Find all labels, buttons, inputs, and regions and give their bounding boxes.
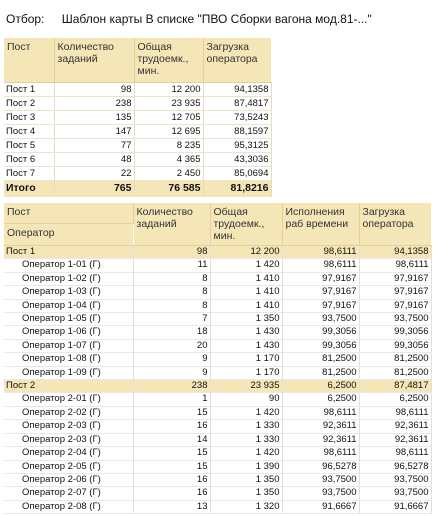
- filter-label: Отбор:: [6, 12, 45, 26]
- labor-total: 1 410: [210, 299, 282, 312]
- task-count: 15: [133, 460, 210, 473]
- operator-load: 87,4817: [203, 97, 271, 111]
- filter-line: [6, 12, 372, 26]
- table-row: [4, 153, 271, 167]
- task-count: 16: [133, 487, 210, 500]
- labor-total: 1 350: [210, 473, 282, 486]
- summary-table: [4, 38, 272, 197]
- task-count: 11: [133, 259, 210, 272]
- task-count: 16: [133, 420, 210, 433]
- labor-total: 1 350: [210, 313, 282, 326]
- operator-load: 96,5278: [359, 460, 431, 473]
- operator-load: 97,9167: [359, 286, 431, 299]
- work-time-execution: 81,2500: [282, 366, 359, 379]
- operator-load: 95,3125: [203, 139, 271, 153]
- operator-name: Оператор 2-01 (Г): [4, 393, 133, 406]
- task-count: 9: [133, 366, 210, 379]
- summary-header-load: Загрузка оператора: [203, 38, 271, 83]
- operator-name: Оператор 1-01 (Г): [4, 259, 133, 272]
- post-name: Пост 2: [4, 380, 133, 393]
- post-name: Пост 1: [4, 83, 54, 97]
- detail-header-post: Пост: [4, 203, 133, 224]
- task-count: 14: [133, 433, 210, 446]
- work-time-execution: 6,2500: [282, 380, 359, 393]
- work-time-execution: 97,9167: [282, 286, 359, 299]
- operator-name: Оператор 2-06 (Г): [4, 473, 133, 486]
- labor-total: 1 350: [210, 487, 282, 500]
- detail-header-row: [4, 203, 431, 224]
- table-row: [4, 97, 271, 111]
- work-time-execution: 91,6667: [282, 500, 359, 513]
- table-row: [4, 406, 431, 419]
- work-time-execution: 98,6111: [282, 447, 359, 460]
- work-time-execution: 98,6111: [282, 246, 359, 259]
- operator-load: 98,6111: [359, 447, 431, 460]
- operator-load: 92,3611: [359, 420, 431, 433]
- summary-total-row: [4, 181, 271, 197]
- table-row: [4, 313, 431, 326]
- operator-name: Оператор 2-04 (Г): [4, 447, 133, 460]
- labor-total: 1 420: [210, 447, 282, 460]
- operator-name: Оператор 1-04 (Г): [4, 299, 133, 312]
- summary-header-row: [4, 38, 271, 83]
- operator-name: Оператор 1-03 (Г): [4, 286, 133, 299]
- operator-name: Оператор 1-08 (Г): [4, 353, 133, 366]
- task-count: 8: [133, 299, 210, 312]
- task-count: 98: [133, 246, 210, 259]
- operator-name: Оператор 2-02 (Г): [4, 406, 133, 419]
- table-row: [4, 353, 431, 366]
- summary-header-count: Количество заданий: [54, 38, 134, 83]
- task-count: 16: [133, 473, 210, 486]
- operator-load: 93,7500: [359, 487, 431, 500]
- work-time-execution: 98,6111: [282, 259, 359, 272]
- labor-total: 1 430: [210, 326, 282, 339]
- group-row: [4, 246, 431, 259]
- summary-header-labor: Общая трудоемк., мин.: [134, 38, 203, 83]
- table-row: [4, 339, 431, 352]
- total-label: Итого: [4, 181, 54, 197]
- work-time-execution: 93,7500: [282, 487, 359, 500]
- work-time-execution: 93,7500: [282, 473, 359, 486]
- operator-load: 91,6667: [359, 500, 431, 513]
- operator-load: 43,3036: [203, 153, 271, 167]
- labor-total: 90: [210, 393, 282, 406]
- table-row: [4, 500, 431, 513]
- operator-name: Оператор 2-03 (Г): [4, 433, 133, 446]
- task-count: 135: [54, 111, 134, 125]
- table-row: [4, 299, 431, 312]
- task-count: 15: [133, 447, 210, 460]
- operator-name: Оператор 1-02 (Г): [4, 272, 133, 285]
- labor-total: 12 200: [210, 246, 282, 259]
- post-name: Пост 7: [4, 167, 54, 181]
- operator-load: 6,2500: [359, 393, 431, 406]
- detail-header-operator: Оператор: [4, 224, 133, 246]
- post-name: Пост 3: [4, 111, 54, 125]
- table-row: [4, 433, 431, 446]
- operator-load: 97,9167: [359, 272, 431, 285]
- filter-value: Шаблон карты В списке "ПВО Сборки вагона мод.81-...": [61, 12, 372, 26]
- task-count: 8: [133, 272, 210, 285]
- work-time-execution: 92,3611: [282, 420, 359, 433]
- operator-load: 93,7500: [359, 473, 431, 486]
- operator-name: Оператор 2-07 (Г): [4, 487, 133, 500]
- work-time-execution: 98,6111: [282, 406, 359, 419]
- work-time-execution: 96,5278: [282, 460, 359, 473]
- operator-load: 87,4817: [359, 380, 431, 393]
- operator-load: 94,1358: [359, 246, 431, 259]
- labor-total: 23 935: [210, 380, 282, 393]
- table-row: [4, 111, 271, 125]
- labor-total: 2 450: [134, 167, 203, 181]
- labor-total: 1 410: [210, 272, 282, 285]
- work-time-execution: 6,2500: [282, 393, 359, 406]
- work-time-execution: 99,3056: [282, 339, 359, 352]
- operator-name: Оператор 2-05 (Г): [4, 460, 133, 473]
- table-row: [4, 139, 271, 153]
- post-name: Пост 1: [4, 246, 133, 259]
- task-count: 22: [54, 167, 134, 181]
- task-count: 7: [133, 313, 210, 326]
- total-labor: 76 585: [134, 181, 203, 197]
- operator-name: Оператор 1-06 (Г): [4, 326, 133, 339]
- operator-load: 99,3056: [359, 339, 431, 352]
- table-row: [4, 125, 271, 139]
- labor-total: 1 170: [210, 366, 282, 379]
- operator-load: 98,6111: [359, 259, 431, 272]
- operator-name: Оператор 2-08 (Г): [4, 500, 133, 513]
- table-row: [4, 447, 431, 460]
- post-name: Пост 5: [4, 139, 54, 153]
- operator-load: 85,0694: [203, 167, 271, 181]
- detail-header-count: Количество заданий: [133, 203, 210, 246]
- table-row: [4, 420, 431, 433]
- work-time-execution: 92,3611: [282, 433, 359, 446]
- task-count: 147: [54, 125, 134, 139]
- operator-load: 97,9167: [359, 299, 431, 312]
- task-count: 8: [133, 286, 210, 299]
- post-name: Пост 4: [4, 125, 54, 139]
- labor-total: 1 420: [210, 406, 282, 419]
- table-row: [4, 167, 271, 181]
- operator-load: 92,3611: [359, 433, 431, 446]
- task-count: 18: [133, 326, 210, 339]
- table-row: [4, 286, 431, 299]
- detail-header-labor: Общая трудоемк., мин.: [210, 203, 282, 246]
- task-count: 9: [133, 353, 210, 366]
- labor-total: 1 320: [210, 500, 282, 513]
- operator-load: 81,2500: [359, 366, 431, 379]
- operator-load: 93,7500: [359, 313, 431, 326]
- labor-total: 1 170: [210, 353, 282, 366]
- operator-load: 81,2500: [359, 353, 431, 366]
- group-row: [4, 380, 431, 393]
- labor-total: 1 390: [210, 460, 282, 473]
- labor-total: 4 365: [134, 153, 203, 167]
- task-count: 13: [133, 500, 210, 513]
- labor-total: 12 695: [134, 125, 203, 139]
- table-row: [4, 259, 431, 272]
- task-count: 77: [54, 139, 134, 153]
- detail-header-exec: Исполнения раб времени: [282, 203, 359, 246]
- detail-header-load: Загрузка оператора: [359, 203, 431, 246]
- labor-total: 1 430: [210, 339, 282, 352]
- post-name: Пост 6: [4, 153, 54, 167]
- operator-load: 99,3056: [359, 326, 431, 339]
- labor-total: 12 705: [134, 111, 203, 125]
- operator-load: 94,1358: [203, 83, 271, 97]
- work-time-execution: 93,7500: [282, 313, 359, 326]
- labor-total: 1 330: [210, 420, 282, 433]
- table-row: [4, 460, 431, 473]
- work-time-execution: 99,3056: [282, 326, 359, 339]
- table-row: [4, 83, 271, 97]
- table-row: [4, 326, 431, 339]
- operator-name: Оператор 1-09 (Г): [4, 366, 133, 379]
- total-load: 81,8216: [203, 181, 271, 197]
- task-count: 48: [54, 153, 134, 167]
- labor-total: 12 200: [134, 83, 203, 97]
- operator-load: 73,5243: [203, 111, 271, 125]
- labor-total: 1 330: [210, 433, 282, 446]
- task-count: 1: [133, 393, 210, 406]
- task-count: 15: [133, 406, 210, 419]
- operator-name: Оператор 2-03 (Г): [4, 420, 133, 433]
- operator-name: Оператор 1-05 (Г): [4, 313, 133, 326]
- work-time-execution: 97,9167: [282, 299, 359, 312]
- labor-total: 8 235: [134, 139, 203, 153]
- work-time-execution: 81,2500: [282, 353, 359, 366]
- detail-table: [4, 203, 432, 514]
- labor-total: 1 410: [210, 286, 282, 299]
- task-count: 238: [133, 380, 210, 393]
- table-row: [4, 366, 431, 379]
- task-count: 238: [54, 97, 134, 111]
- table-row: [4, 272, 431, 285]
- operator-load: 98,6111: [359, 406, 431, 419]
- table-row: [4, 487, 431, 500]
- task-count: 20: [133, 339, 210, 352]
- labor-total: 1 420: [210, 259, 282, 272]
- table-row: [4, 393, 431, 406]
- labor-total: 23 935: [134, 97, 203, 111]
- total-count: 765: [54, 181, 134, 197]
- task-count: 98: [54, 83, 134, 97]
- operator-load: 88,1597: [203, 125, 271, 139]
- operator-name: Оператор 1-07 (Г): [4, 339, 133, 352]
- table-row: [4, 473, 431, 486]
- work-time-execution: 97,9167: [282, 272, 359, 285]
- post-name: Пост 2: [4, 97, 54, 111]
- summary-header-post: Пост: [4, 38, 54, 83]
